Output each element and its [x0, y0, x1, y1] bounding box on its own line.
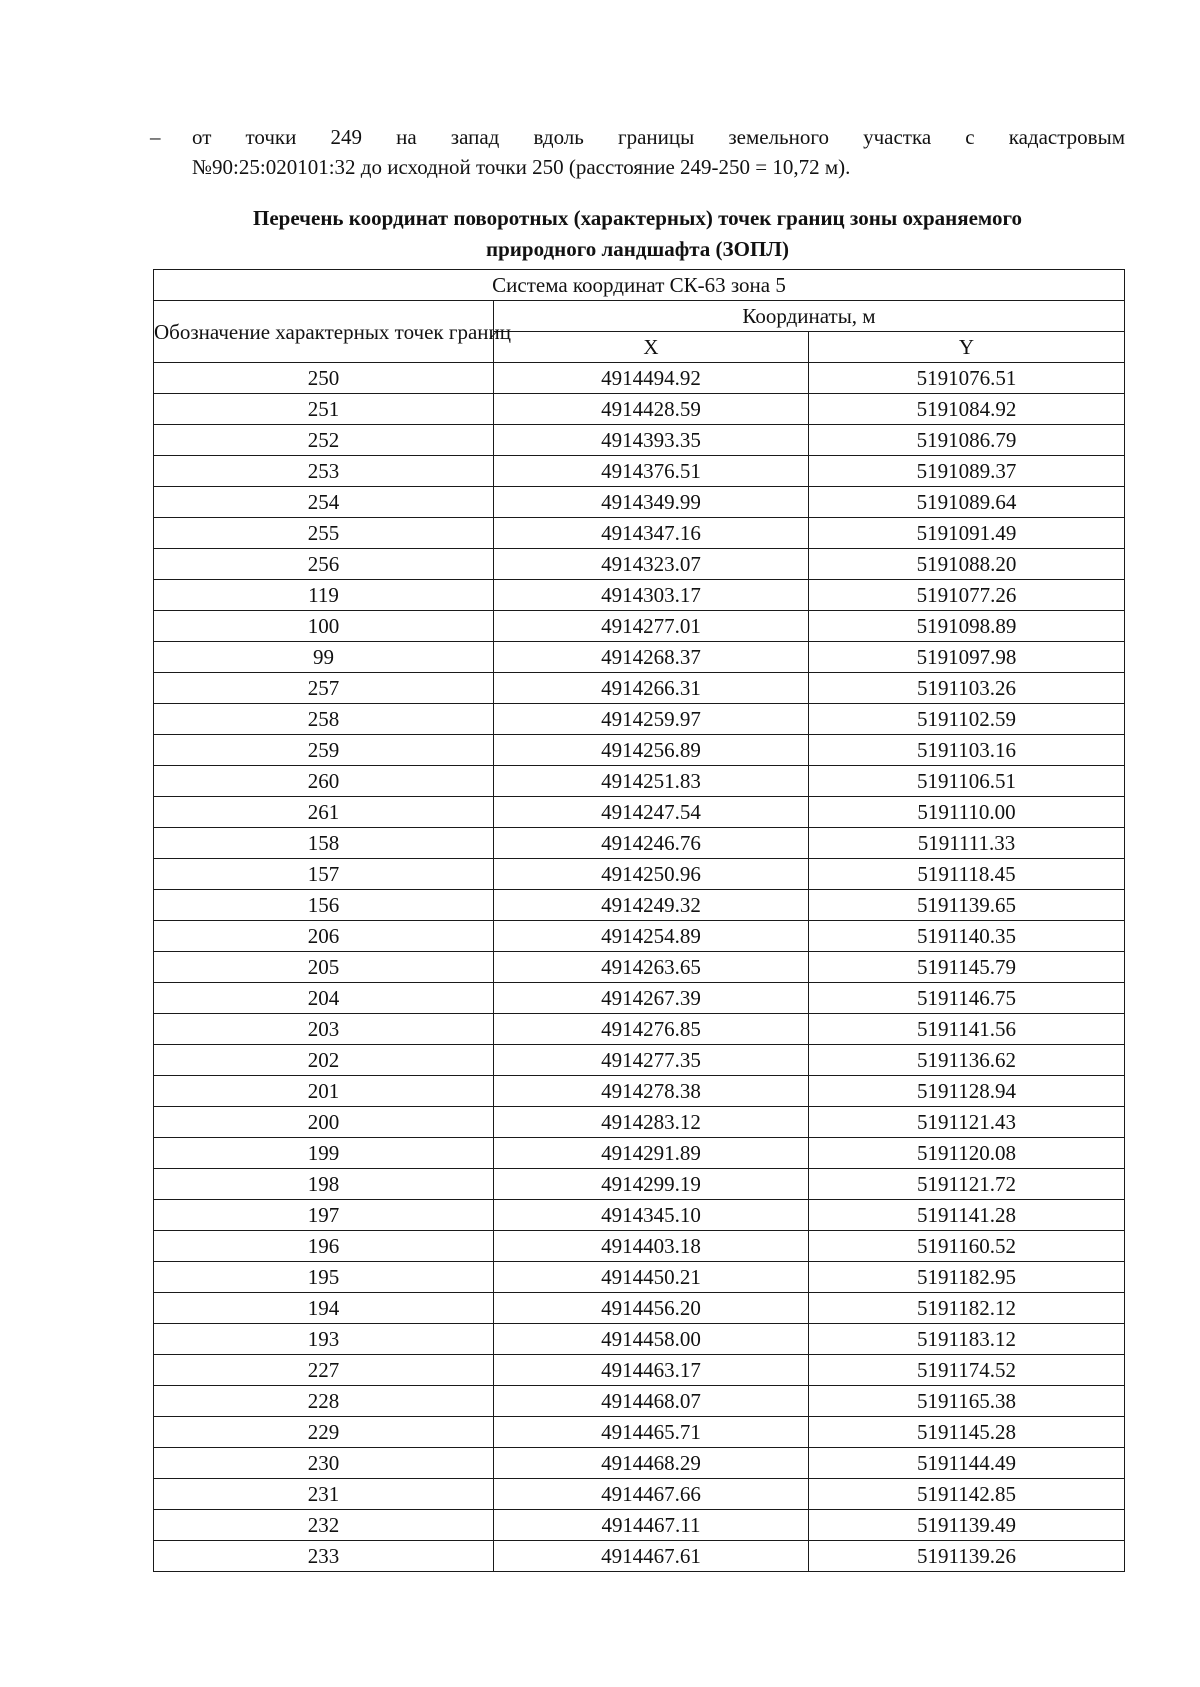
- point-name-header: Обозначение характерных точек границ: [154, 301, 494, 363]
- table-row: [154, 704, 1125, 735]
- table-row: [154, 1200, 1125, 1231]
- point-cell: 260: [154, 766, 494, 797]
- y-cell: 5191086.79: [809, 425, 1125, 456]
- x-cell: 4914458.00: [494, 1324, 809, 1355]
- x-cell: 4914428.59: [494, 394, 809, 425]
- y-cell: 5191103.26: [809, 673, 1125, 704]
- table-row: [154, 921, 1125, 952]
- point-cell: 256: [154, 549, 494, 580]
- table-row: [154, 890, 1125, 921]
- y-header: Y: [809, 332, 1125, 363]
- intro-line-1: от точки 249 на запад вдоль границы земельного участка с кадастровым: [192, 125, 1125, 149]
- y-cell: 5191121.72: [809, 1169, 1125, 1200]
- x-cell: 4914468.07: [494, 1386, 809, 1417]
- table-row: [154, 1169, 1125, 1200]
- table-row: [154, 828, 1125, 859]
- point-cell: 203: [154, 1014, 494, 1045]
- x-cell: 4914468.29: [494, 1448, 809, 1479]
- point-cell: 199: [154, 1138, 494, 1169]
- point-cell: 196: [154, 1231, 494, 1262]
- table-row: [154, 1355, 1125, 1386]
- section-title-line-1: Перечень координат поворотных (характерных) точек границ зоны охраняемого: [253, 206, 1022, 230]
- x-cell: 4914277.35: [494, 1045, 809, 1076]
- list-dash: –: [150, 125, 161, 149]
- y-cell: 5191174.52: [809, 1355, 1125, 1386]
- table-row: [154, 456, 1125, 487]
- table-row: [154, 766, 1125, 797]
- y-cell: 5191089.64: [809, 487, 1125, 518]
- x-cell: 4914291.89: [494, 1138, 809, 1169]
- point-cell: 206: [154, 921, 494, 952]
- table-row: [154, 1417, 1125, 1448]
- y-cell: 5191106.51: [809, 766, 1125, 797]
- x-cell: 4914465.71: [494, 1417, 809, 1448]
- x-cell: 4914303.17: [494, 580, 809, 611]
- point-cell: 258: [154, 704, 494, 735]
- point-cell: 251: [154, 394, 494, 425]
- point-cell: 261: [154, 797, 494, 828]
- y-cell: 5191076.51: [809, 363, 1125, 394]
- point-cell: 200: [154, 1107, 494, 1138]
- header-row-coords: [154, 301, 1125, 332]
- x-cell: 4914345.10: [494, 1200, 809, 1231]
- point-cell: 193: [154, 1324, 494, 1355]
- point-cell: 232: [154, 1510, 494, 1541]
- x-cell: 4914323.07: [494, 549, 809, 580]
- y-cell: 5191110.00: [809, 797, 1125, 828]
- y-cell: 5191141.56: [809, 1014, 1125, 1045]
- table-row: [154, 1293, 1125, 1324]
- y-cell: 5191128.94: [809, 1076, 1125, 1107]
- x-cell: 4914347.16: [494, 518, 809, 549]
- x-cell: 4914266.31: [494, 673, 809, 704]
- y-cell: 5191145.79: [809, 952, 1125, 983]
- point-cell: 252: [154, 425, 494, 456]
- point-cell: 227: [154, 1355, 494, 1386]
- x-cell: 4914456.20: [494, 1293, 809, 1324]
- point-cell: 230: [154, 1448, 494, 1479]
- table-row: [154, 983, 1125, 1014]
- y-cell: 5191102.59: [809, 704, 1125, 735]
- point-cell: 254: [154, 487, 494, 518]
- x-cell: 4914403.18: [494, 1231, 809, 1262]
- coordinates-header: Координаты, м: [494, 301, 1125, 332]
- coordinates-table: [153, 269, 1125, 1572]
- point-cell: 202: [154, 1045, 494, 1076]
- y-cell: 5191088.20: [809, 549, 1125, 580]
- x-cell: 4914254.89: [494, 921, 809, 952]
- table-row: [154, 797, 1125, 828]
- table-row: [154, 1541, 1125, 1572]
- x-cell: 4914467.66: [494, 1479, 809, 1510]
- x-cell: 4914263.65: [494, 952, 809, 983]
- table-row: [154, 735, 1125, 766]
- x-cell: 4914247.54: [494, 797, 809, 828]
- table-row: [154, 1262, 1125, 1293]
- y-cell: 5191136.62: [809, 1045, 1125, 1076]
- x-cell: 4914376.51: [494, 456, 809, 487]
- x-cell: 4914246.76: [494, 828, 809, 859]
- table-row: [154, 673, 1125, 704]
- header-row-system: [154, 270, 1125, 301]
- coordinates-body: [154, 363, 1125, 1572]
- table-row: [154, 394, 1125, 425]
- table-row: [154, 549, 1125, 580]
- x-cell: 4914250.96: [494, 859, 809, 890]
- table-row: [154, 1479, 1125, 1510]
- x-cell: 4914259.97: [494, 704, 809, 735]
- point-cell: 99: [154, 642, 494, 673]
- table-row: [154, 952, 1125, 983]
- x-cell: 4914393.35: [494, 425, 809, 456]
- point-cell: 119: [154, 580, 494, 611]
- table-row: [154, 1107, 1125, 1138]
- intro-text: [192, 122, 1125, 182]
- table-row: [154, 642, 1125, 673]
- y-cell: 5191120.08: [809, 1138, 1125, 1169]
- point-cell: 229: [154, 1417, 494, 1448]
- y-cell: 5191146.75: [809, 983, 1125, 1014]
- y-cell: 5191183.12: [809, 1324, 1125, 1355]
- table-row: [154, 363, 1125, 394]
- point-cell: 197: [154, 1200, 494, 1231]
- point-cell: 158: [154, 828, 494, 859]
- table-row: [154, 518, 1125, 549]
- y-cell: 5191140.35: [809, 921, 1125, 952]
- x-cell: 4914494.92: [494, 363, 809, 394]
- table-row: [154, 611, 1125, 642]
- intro-paragraph: [150, 122, 1125, 182]
- point-cell: 231: [154, 1479, 494, 1510]
- x-header: X: [494, 332, 809, 363]
- y-cell: 5191103.16: [809, 735, 1125, 766]
- coordinate-system-header: Система координат СК-63 зона 5: [154, 270, 1125, 301]
- section-title-line-2: природного ландшафта (ЗОПЛ): [486, 237, 789, 261]
- table-row: [154, 1138, 1125, 1169]
- y-cell: 5191098.89: [809, 611, 1125, 642]
- x-cell: 4914267.39: [494, 983, 809, 1014]
- table-row: [154, 859, 1125, 890]
- table-row: [154, 1386, 1125, 1417]
- point-cell: 255: [154, 518, 494, 549]
- y-cell: 5191077.26: [809, 580, 1125, 611]
- point-cell: 100: [154, 611, 494, 642]
- point-cell: 253: [154, 456, 494, 487]
- x-cell: 4914276.85: [494, 1014, 809, 1045]
- table-row: [154, 580, 1125, 611]
- y-cell: 5191111.33: [809, 828, 1125, 859]
- x-cell: 4914249.32: [494, 890, 809, 921]
- y-cell: 5191139.49: [809, 1510, 1125, 1541]
- y-cell: 5191145.28: [809, 1417, 1125, 1448]
- section-title: [150, 203, 1125, 265]
- x-cell: 4914299.19: [494, 1169, 809, 1200]
- table-row: [154, 487, 1125, 518]
- point-cell: 204: [154, 983, 494, 1014]
- point-cell: 198: [154, 1169, 494, 1200]
- y-cell: 5191144.49: [809, 1448, 1125, 1479]
- y-cell: 5191121.43: [809, 1107, 1125, 1138]
- x-cell: 4914268.37: [494, 642, 809, 673]
- x-cell: 4914463.17: [494, 1355, 809, 1386]
- point-cell: 228: [154, 1386, 494, 1417]
- point-cell: 257: [154, 673, 494, 704]
- point-cell: 259: [154, 735, 494, 766]
- x-cell: 4914467.61: [494, 1541, 809, 1572]
- table-row: [154, 425, 1125, 456]
- table-row: [154, 1324, 1125, 1355]
- table-row: [154, 1014, 1125, 1045]
- point-cell: 195: [154, 1262, 494, 1293]
- y-cell: 5191118.45: [809, 859, 1125, 890]
- x-cell: 4914349.99: [494, 487, 809, 518]
- x-cell: 4914277.01: [494, 611, 809, 642]
- table-row: [154, 1510, 1125, 1541]
- x-cell: 4914450.21: [494, 1262, 809, 1293]
- table-row: [154, 1231, 1125, 1262]
- point-cell: 157: [154, 859, 494, 890]
- table-row: [154, 1076, 1125, 1107]
- y-cell: 5191165.38: [809, 1386, 1125, 1417]
- point-cell: 194: [154, 1293, 494, 1324]
- y-cell: 5191091.49: [809, 518, 1125, 549]
- y-cell: 5191084.92: [809, 394, 1125, 425]
- point-cell: 233: [154, 1541, 494, 1572]
- point-cell: 201: [154, 1076, 494, 1107]
- y-cell: 5191182.12: [809, 1293, 1125, 1324]
- y-cell: 5191139.26: [809, 1541, 1125, 1572]
- x-cell: 4914278.38: [494, 1076, 809, 1107]
- intro-line-2: №90:25:020101:32 до исходной точки 250 (расстояние 249-250 = 10,72 м).: [192, 155, 851, 179]
- y-cell: 5191141.28: [809, 1200, 1125, 1231]
- point-cell: 250: [154, 363, 494, 394]
- x-cell: 4914283.12: [494, 1107, 809, 1138]
- table-row: [154, 1448, 1125, 1479]
- x-cell: 4914256.89: [494, 735, 809, 766]
- y-cell: 5191182.95: [809, 1262, 1125, 1293]
- x-cell: 4914251.83: [494, 766, 809, 797]
- y-cell: 5191142.85: [809, 1479, 1125, 1510]
- y-cell: 5191139.65: [809, 890, 1125, 921]
- y-cell: 5191089.37: [809, 456, 1125, 487]
- x-cell: 4914467.11: [494, 1510, 809, 1541]
- table-row: [154, 1045, 1125, 1076]
- y-cell: 5191097.98: [809, 642, 1125, 673]
- point-cell: 205: [154, 952, 494, 983]
- y-cell: 5191160.52: [809, 1231, 1125, 1262]
- point-cell: 156: [154, 890, 494, 921]
